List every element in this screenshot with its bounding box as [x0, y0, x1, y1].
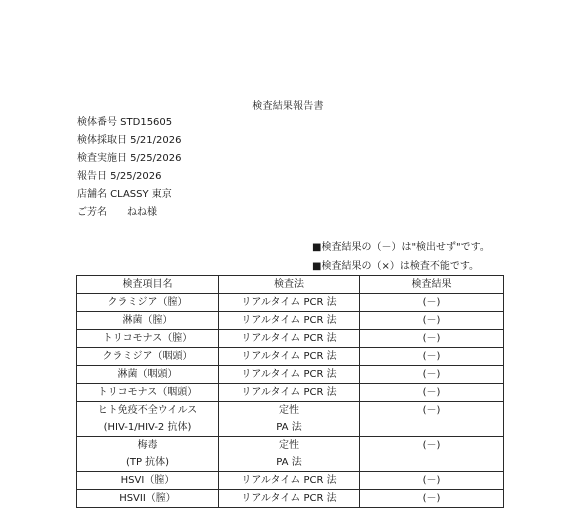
table-row	[77, 472, 504, 490]
header-method: 検査法	[219, 276, 360, 294]
report-title: 検査結果報告書	[252, 101, 324, 112]
result-notes	[312, 238, 490, 276]
cell-method: リアルタイム PCR 法	[219, 472, 360, 490]
cell-method: リアルタイム PCR 法	[219, 348, 360, 366]
cell-item	[77, 402, 219, 437]
cell-result: (－)	[360, 472, 504, 490]
report-meta	[77, 114, 181, 222]
cell-item: HSVII（膣）	[77, 490, 219, 508]
cell-result: (－)	[360, 490, 504, 508]
cell-method: リアルタイム PCR 法	[219, 312, 360, 330]
cell-method-line2: PA 法	[276, 457, 302, 468]
table-row	[77, 402, 504, 437]
cell-method-line1: 定性	[279, 440, 299, 451]
cell-item: 淋菌（膣）	[77, 312, 219, 330]
cell-method-line1: 定性	[279, 405, 299, 416]
cell-item: クラミジア（膣）	[77, 294, 219, 312]
cell-item: 淋菌（咽頭）	[77, 366, 219, 384]
cell-item: クラミジア（咽頭）	[77, 348, 219, 366]
cell-item: トリコモナス（膣）	[77, 330, 219, 348]
results-table	[76, 275, 504, 508]
header-result: 検査結果	[360, 276, 504, 294]
cell-method: リアルタイム PCR 法	[219, 366, 360, 384]
test-date: 検査実施日 5/25/2026	[77, 153, 182, 164]
table-row	[77, 437, 504, 472]
table-row	[77, 366, 504, 384]
cell-method	[219, 437, 360, 472]
cell-result: (－)	[360, 402, 504, 437]
store-name: 店舗名 CLASSY 東京	[77, 189, 172, 200]
note-negative: ■検査結果の（－）は"検出せず"です。	[312, 242, 490, 253]
specimen-number: 検体番号 STD15605	[77, 117, 173, 128]
cell-result: (－)	[360, 437, 504, 472]
cell-method: リアルタイム PCR 法	[219, 294, 360, 312]
collection-date: 検体採取日 5/21/2026	[77, 135, 182, 146]
cell-result: (－)	[360, 366, 504, 384]
table-row	[77, 348, 504, 366]
cell-result: (－)	[360, 330, 504, 348]
cell-method: リアルタイム PCR 法	[219, 490, 360, 508]
table-row	[77, 312, 504, 330]
cell-method	[219, 402, 360, 437]
table-row	[77, 294, 504, 312]
patient-name: ご芳名 ねね様	[77, 207, 157, 218]
cell-item-line1: ヒト免疫不全ウイルス	[97, 405, 198, 416]
cell-item: HSVI（膣）	[77, 472, 219, 490]
cell-item: トリコモナス（咽頭）	[77, 384, 219, 402]
table-row	[77, 330, 504, 348]
cell-method: リアルタイム PCR 法	[219, 384, 360, 402]
cell-item	[77, 437, 219, 472]
cell-result: (－)	[360, 384, 504, 402]
table-row	[77, 384, 504, 402]
note-untestable: ■検査結果の（×）は検査不能です。	[312, 261, 480, 272]
cell-item-line2: (HIV-1/HIV-2 抗体)	[103, 422, 192, 433]
report-date: 報告日 5/25/2026	[77, 171, 162, 182]
table-row	[77, 490, 504, 508]
cell-result: (－)	[360, 294, 504, 312]
cell-result: (－)	[360, 312, 504, 330]
cell-method-line2: PA 法	[276, 422, 302, 433]
cell-method: リアルタイム PCR 法	[219, 330, 360, 348]
cell-result: (－)	[360, 348, 504, 366]
cell-item-line1: 梅毒	[137, 440, 158, 451]
cell-item-line2: (TP 抗体)	[125, 457, 170, 468]
table-header-row	[77, 276, 504, 294]
header-item: 検査項目名	[77, 276, 219, 294]
